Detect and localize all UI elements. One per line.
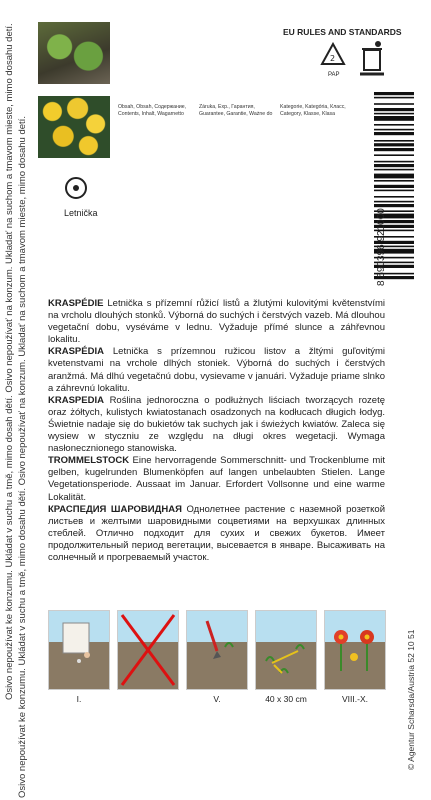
recycle-icon [320,42,346,70]
flower-photo [38,96,110,158]
contents-label: Obsah, Obsah, Содержание, Contents, Inhalt, Wagarnetto [118,104,187,117]
description-ru: КРАСПЕДИЯ ШАРОВИДНАЯ Однолетнее растение с наземной розеткой листьев и желтыми шаровидными соцветиями на верхушках длинных стеблей. Отлично подходит для сухих и свежих букетов. Имеет продолжительный период вегетации, высевается в январе. Высаживать на солнечный и прогреваемый участок. [48,503,386,563]
pap-label: PAP [328,72,340,78]
no-outdoor-sowing-icon [117,610,179,690]
waste-bin-icon [358,40,386,76]
flowering-icon [324,610,386,690]
step-label-5: VIII.-X. [342,694,368,704]
side-warning-strip [0,0,32,800]
description-sk: KRASPÉDIA Letnička s prízemnou ružicou listov a žltými guľovitými kvetenstvami na vrchole dlhých stoniek. Výborná do suchých i čerstvých aranžmá. Má dlhú vegetačnú dobu, vysievame v januári. Vyžaduje priame slnko a záhrevnú lokalitu. [48,346,386,394]
planting-icon [186,610,248,690]
category-label: Kategorie, Kategória, Класс, Category, Klasse, Klasa [280,104,346,117]
descriptions [48,298,385,564]
description-de: TROMMELSTOCK Eine hervorragende Sommerschnitt- und Trockenblume mit gelben, kugelrunden Blumenköpfen auf langen unbelaubten Stielen. Lange Vegetationsperiode. Aussaat im Januar. Erfordert Vollsonne und eine warme Lokalität. [48,455,386,503]
step-label-4: 40 x 30 cm [265,694,307,704]
sowing-steps [48,610,388,704]
guarantee-label: Záruka, Exp., Гарантия, Guarantee, Garantie, Ważne do [199,104,273,117]
barcode-number: 8 590396 921000 [376,208,387,286]
full-sun-icon [65,177,87,199]
step-label-3: V. [213,694,221,704]
spacing-icon [255,610,317,690]
side-warning-line-1: Osivo nepoužívat ke konzumu. Ukládat v suchu a tmě, mimo dosah dětí. Osivo nepoužívať na konzum. Ukladať na suchom a tmavom mieste, mimo dosahu detí. [4,23,15,700]
annual-label: Letnička [64,208,98,218]
description-cz: KRASPÉDIE Letnička s přízemní růžicí listů a žlutými kulovitými květenstvími na vrcholu dlouhých stonků. Výborná do suchých i čerstvých vazeb. Má dlouhou vegetační dobu, vyséváme v lednu. Vyžaduje přímé slunce a záhřevnou lokalitu. [48,298,385,346]
eu-rules-heading: EU RULES AND STANDARDS [283,27,402,37]
agent-credit: © Agentur Scharsda/Austria 52 10 51 [406,629,416,770]
description-pl: KRASPEDIA Roślina jednoroczna o podłużnych liściach tworzących rozetę oraz żółtych, kulistych kwiatostanach osadzonych na kodłucach długich łodyg. Świetnie nadaje się do bukietów tak suchych jak i świeżych kwiatów. Zaleca się wysiew w styczniu ze względu na długi okres wegetacji. Wymaga nasłonecznionego stanowiska. [48,394,386,455]
svg-text:2: 2 [330,54,336,63]
step-label-1: I. [76,694,82,704]
side-warning-line-2: Osivo nepoužívat ke konzumu. Ukládat v suchu a tmě, mimo dosahu dětí. Osivo nepoužívať na konzum. Ukladať na suchom a tmavom mieste, mimo dosahu detí. [17,116,28,798]
sowing-indoor-icon [48,610,110,690]
seedling-photo [38,22,110,84]
